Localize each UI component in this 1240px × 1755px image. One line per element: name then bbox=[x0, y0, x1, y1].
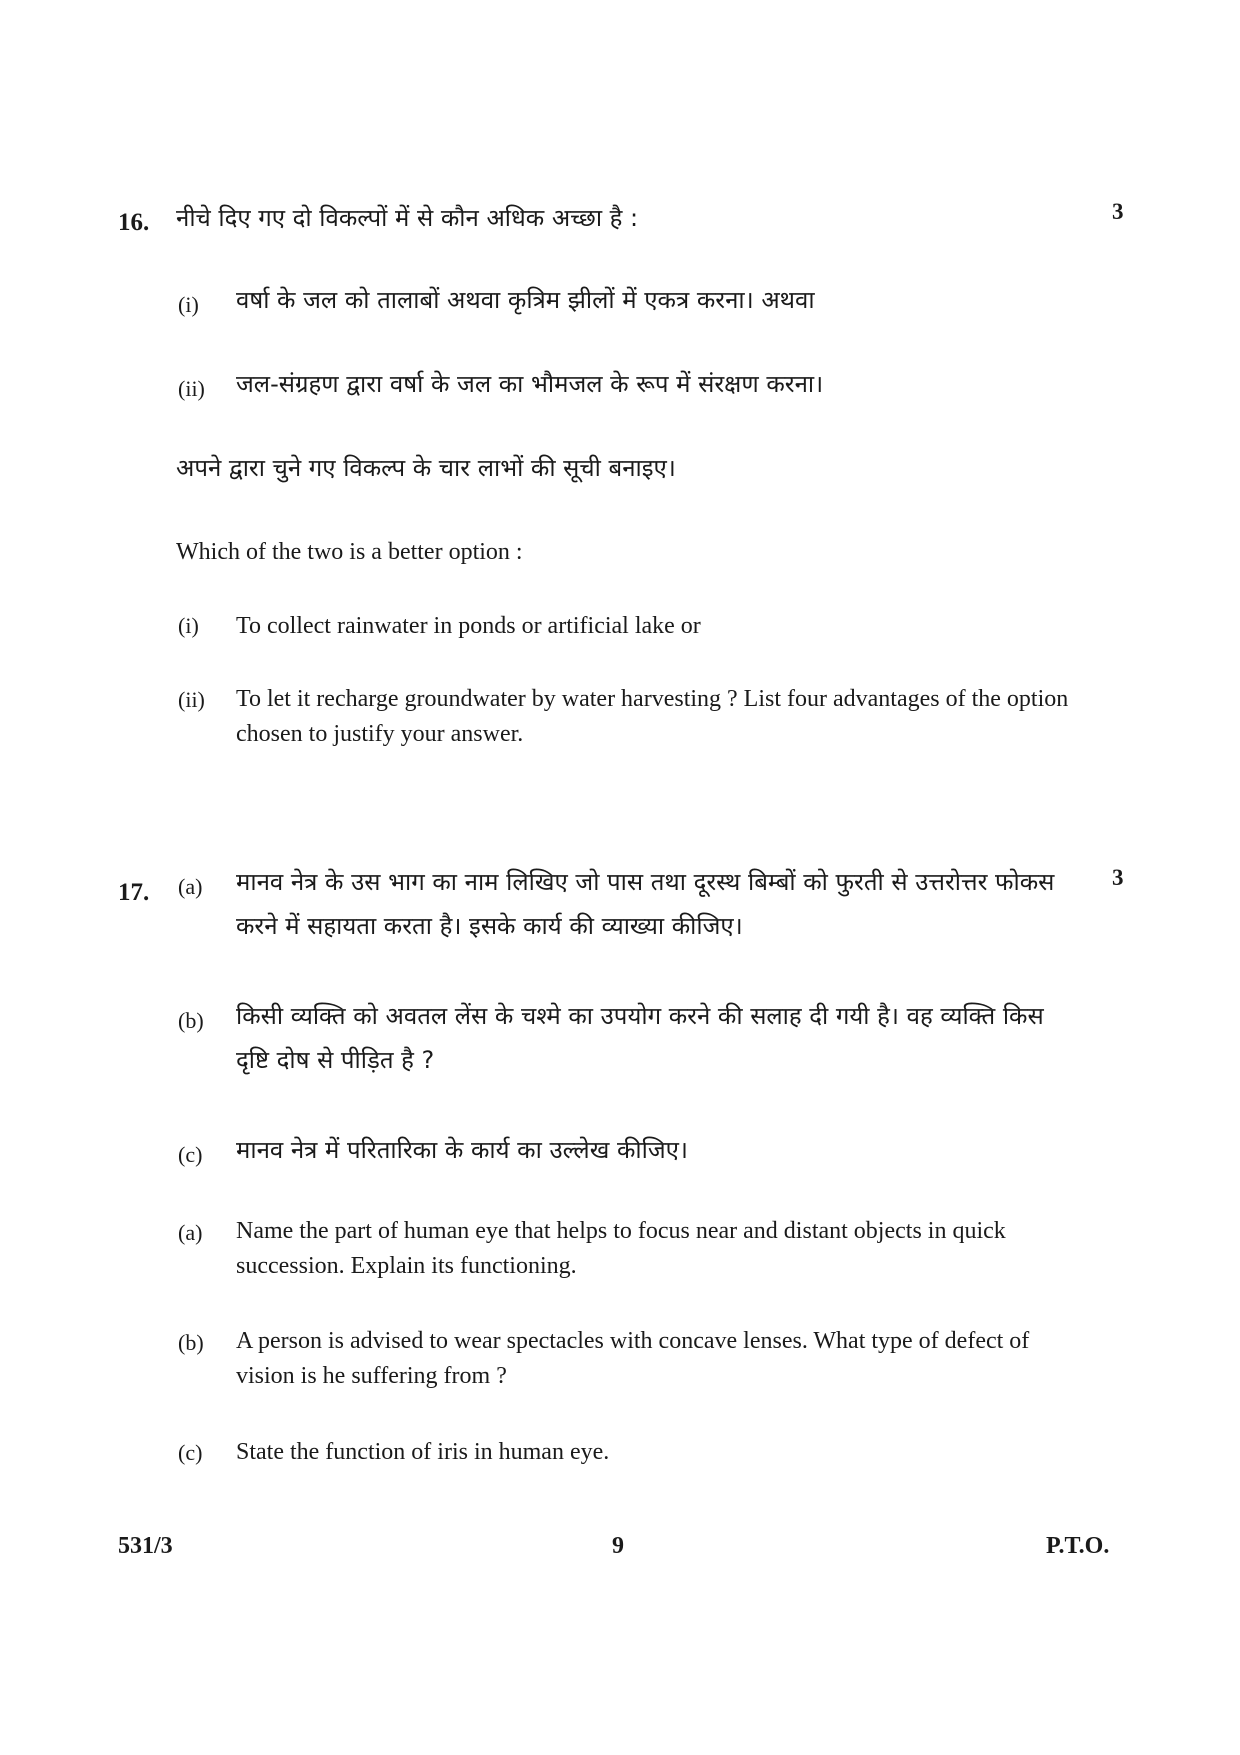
page-number: 9 bbox=[612, 1533, 624, 1559]
q16-english-option-i-label: (i) bbox=[178, 613, 199, 638]
q17-english-part-b-label: (b) bbox=[178, 1330, 204, 1355]
q16-hindi-option-ii-text: जल-संग्रहण द्वारा वर्षा के जल का भौमजल के रूप में संरक्षण करना। bbox=[236, 370, 824, 398]
question-17-marks: 3 bbox=[1112, 865, 1124, 890]
q17-hindi-part-a-text: मानव नेत्र के उस भाग का नाम लिखिए जो पास तथा दूरस्थ बिम्बों को फुरती से उत्तरोत्तर फोकस करने में सहायता करता है। इसके कार्य की व्याख्या कीजिए। bbox=[236, 868, 1055, 940]
q17-hindi-part-a-label: (a) bbox=[178, 874, 203, 899]
q16-english-option-ii-text: To let it recharge groundwater by water harvesting ? List four advantages of the option chosen to justify your answer. bbox=[236, 686, 1069, 747]
q16-hindi-instruction: अपने द्वारा चुने गए विकल्प के चार लाभों की सूची बनाइए। bbox=[176, 454, 676, 482]
q17-hindi-part-c-label: (c) bbox=[178, 1142, 203, 1167]
q17-hindi-part-c-text: मानव नेत्र में परितारिका के कार्य का उल्लेख कीजिए। bbox=[236, 1136, 688, 1164]
question-17-number: 17. bbox=[118, 879, 150, 906]
q17-english-part-a-label: (a) bbox=[178, 1220, 203, 1245]
q16-english-option-ii-label: (ii) bbox=[178, 687, 205, 712]
q16-english-option-i-text: To collect rainwater in ponds or artificial lake or bbox=[236, 613, 701, 639]
q16-english-question: Which of the two is a better option : bbox=[176, 539, 523, 565]
q16-hindi-option-ii-label: (ii) bbox=[178, 376, 205, 401]
q17-english-part-b-text: A person is advised to wear spectacles with concave lenses. What type of defect of vision is he suffering from ? bbox=[236, 1328, 1030, 1389]
q17-hindi-part-b-text: किसी व्यक्ति को अवतल लेंस के चश्मे का उपयोग करने की सलाह दी गयी है। वह व्यक्ति किस दृष्टि दोष से पीड़ित है ? bbox=[236, 1002, 1044, 1074]
question-16-number: 16. bbox=[118, 209, 150, 236]
pto-label: P.T.O. bbox=[1046, 1533, 1110, 1559]
q16-hindi-option-i-text: वर्षा के जल को तालाबों अथवा कृत्रिम झीलों में एकत्र करना। अथवा bbox=[236, 286, 815, 314]
paper-code: 531/3 bbox=[118, 1533, 173, 1559]
q17-hindi-part-b-label: (b) bbox=[178, 1008, 204, 1033]
q17-english-part-c-label: (c) bbox=[178, 1440, 203, 1465]
question-16-marks: 3 bbox=[1112, 199, 1124, 224]
q17-english-part-a-text: Name the part of human eye that helps to focus near and distant objects in quick succession. Explain its functioning. bbox=[236, 1218, 1006, 1279]
q16-hindi-option-i-label: (i) bbox=[178, 292, 199, 317]
q17-english-part-c-text: State the function of iris in human eye. bbox=[236, 1439, 610, 1465]
question-16-hindi-text: नीचे दिए गए दो विकल्पों में से कौन अधिक अच्छा है : bbox=[176, 204, 639, 232]
